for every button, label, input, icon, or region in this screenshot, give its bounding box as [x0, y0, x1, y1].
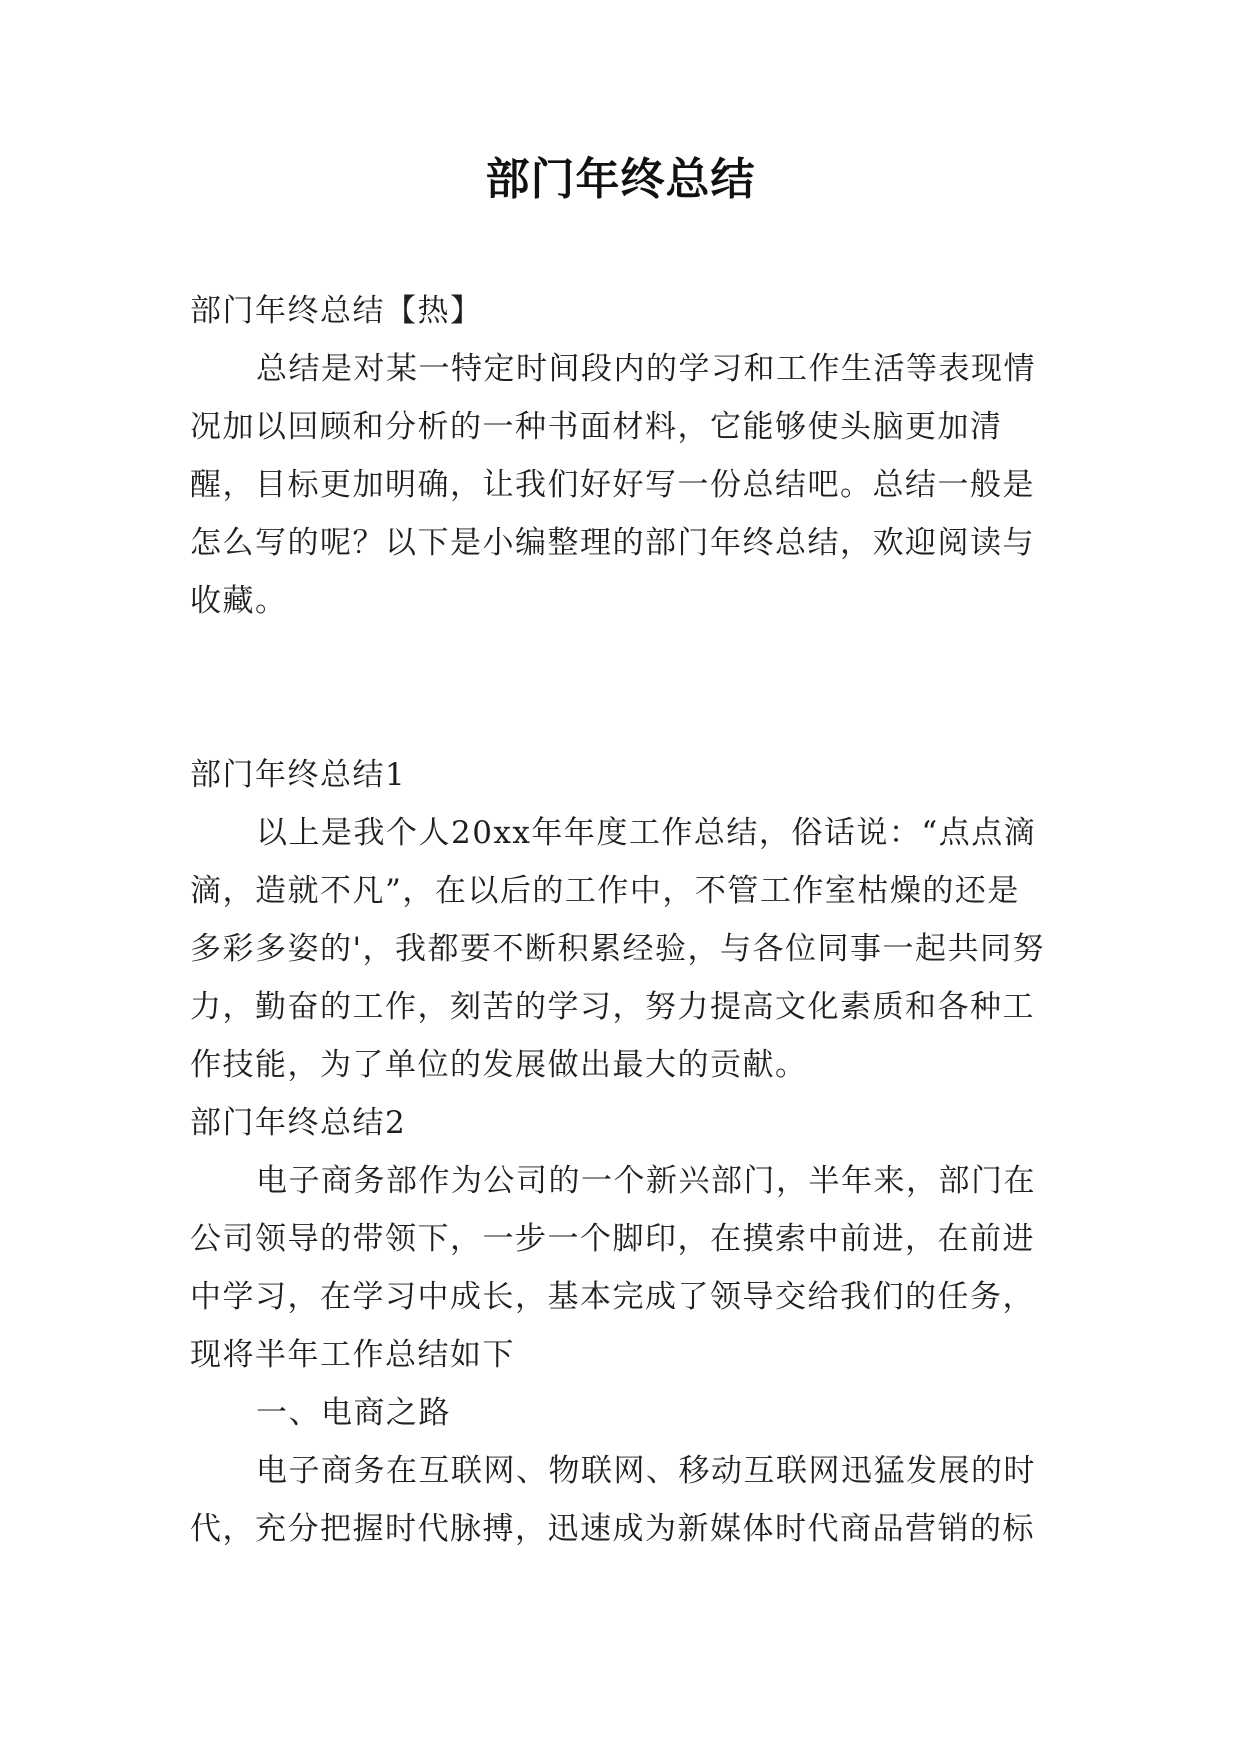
section-2-paragraph-2: 电子商务在互联网、物联网、移动互联网迅猛发展的时代，充分把握时代脉搏，迅速成为新媒体时代商品营销的标	[190, 1453, 1036, 1547]
section-1-heading: 部门年终总结1	[190, 757, 407, 793]
intro-heading: 部门年终总结【热】	[190, 293, 483, 329]
section-2-heading: 部门年终总结2	[190, 1105, 407, 1141]
document-body	[190, 282, 1050, 1558]
section-2-subheading: 一、电商之路	[256, 1395, 451, 1431]
section-2-paragraph-1: 电子商务部作为公司的一个新兴部门，半年来，部门在公司领导的带领下，一步一个脚印，在摸索中前进，在前进中学习，在学习中成长，基本完成了领导交给我们的任务，现将半年工作总结如下	[190, 1163, 1036, 1373]
section-1-paragraph: 以上是我个人20xx年年度工作总结，俗话说：“点点滴滴，造就不凡”，在以后的工作中，不管工作室枯燥的还是多彩多姿的'，我都要不断积累经验，与各位同事一起共同努力，勤奋的工作，刻苦的学习，努力提高文化素质和各种工作技能，为了单位的发展做出最大的贡献。	[190, 815, 1046, 1083]
intro-paragraph: 总结是对某一特定时间段内的学习和工作生活等表现情况加以回顾和分析的一种书面材料，它能够使头脑更加清醒，目标更加明确，让我们好好写一份总结吧。总结一般是怎么写的呢？以下是小编整理的部门年终总结，欢迎阅读与收藏。	[190, 351, 1036, 619]
document-title: 部门年终总结	[485, 154, 756, 205]
section-spacer	[190, 630, 1050, 746]
